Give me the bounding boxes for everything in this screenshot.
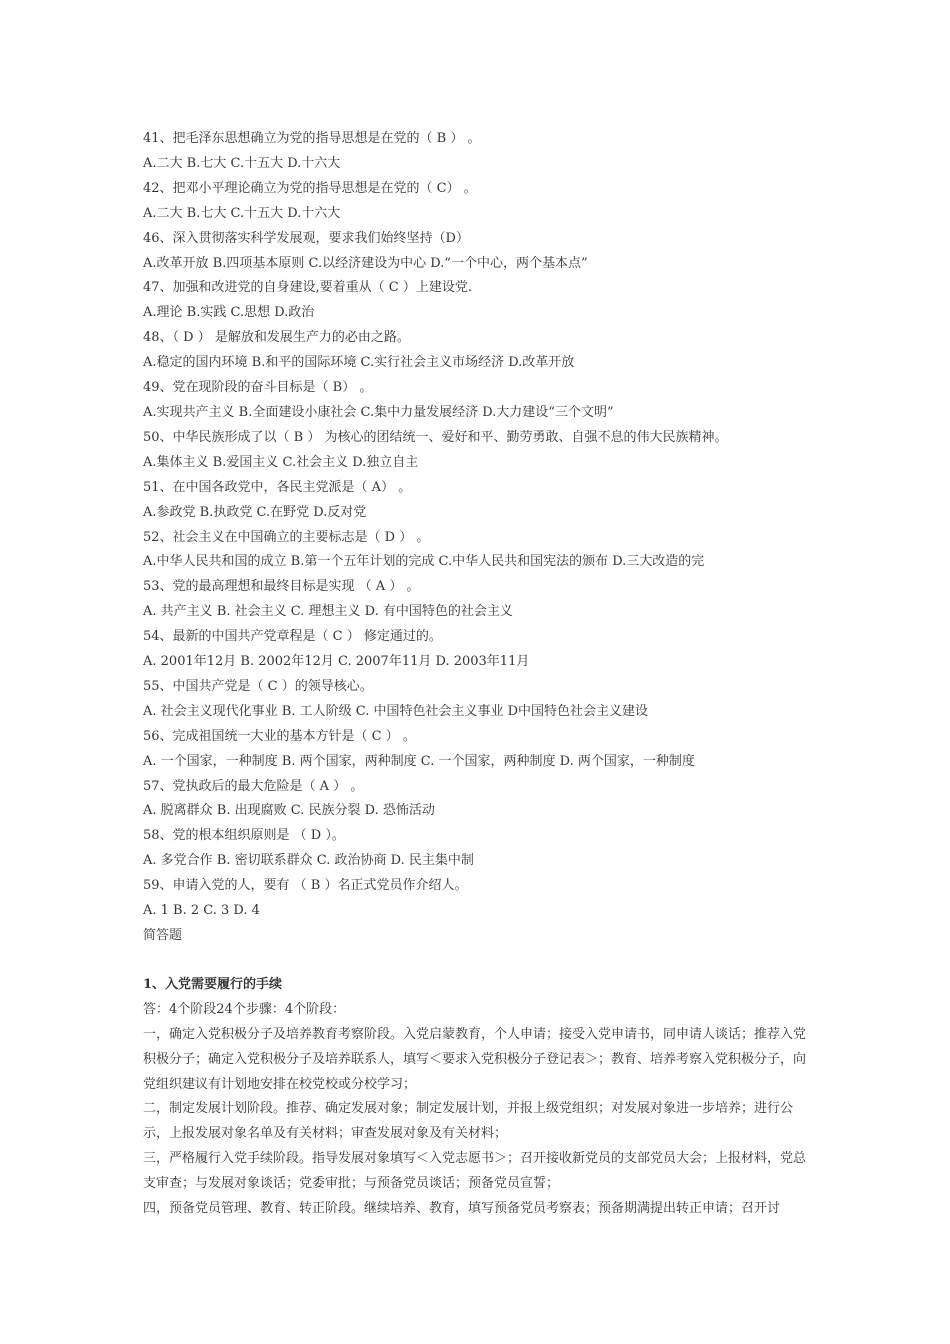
answer-options: A. 脱离群众 B. 出现腐败 C. 民族分裂 D. 恐怖活动: [143, 803, 435, 819]
question-text: 56、完成祖国统一大业的基本方针是（ C ） 。: [143, 728, 416, 744]
question-text: 48、（ D ） 是解放和发展生产力的必由之路。: [143, 330, 410, 346]
question-text: 41、把毛泽东思想确立为党的指导思想是在党的（ B ） 。: [143, 131, 481, 146]
question-text: 49、党在现阶段的奋斗目标是（ B） 。: [143, 380, 373, 396]
question-text: 58、党的根本组织原则是 （ D ）。: [143, 828, 345, 844]
answer-options: A.参政党 B.执政党 C.在野党 D.反对党: [143, 504, 367, 520]
answer-options: A. 一个国家，一种制度 B. 两个国家，两种制度 C. 一个国家，两种制度 D. 两个国家，一种制度: [143, 753, 695, 769]
answer-options: A.中华人民共和国的成立 B.第一个五年计划的完成 C.中华人民共和国宪法的颁布 D.三大改造的完: [143, 554, 705, 570]
question-text: 57、党执政后的最大危险是（ A ） 。: [143, 778, 364, 794]
short-answer-intro: 答：4个阶段24个步骤：4个阶段：: [143, 1001, 346, 1017]
short-answer-paragraph-1: 一，确定入党积极分子及培养教育考察阶段。入党启蒙教育，个人申请；接受入党申请书，同申请人谈话；推荐入党积极分子；确定入党积极分子及培养联系人，填写＜要求入党积极分子登记表＞；教育、培养考察入党积极分子，向党组织建议有计划地安排在校党校或分校学习；: [143, 1026, 807, 1092]
answer-options: A.理论 B.实践 C.思想 D.政治: [143, 305, 315, 321]
answer-options: A.实现共产主义 B.全面建设小康社会 C.集中力量发展经济 D.大力建设“三个文明”: [143, 404, 614, 420]
question-text: 59、申请入党的人，要有 （ B ）名正式党员作介绍人。: [143, 878, 468, 894]
question-text: 42、把邓小平理论确立为党的指导思想是在党的（ C） 。: [143, 180, 477, 196]
short-answer-paragraph-4: 四，预备党员管理、教育、转正阶段。继续培养、教育，填写预备党员考察表；预备期满提出转正申请；召开讨: [143, 1201, 781, 1217]
answer-options: A. 共产主义 B. 社会主义 C. 理想主义 D. 有中国特色的社会主义: [143, 604, 513, 620]
question-text: 46、深入贯彻落实科学发展观，要求我们始终坚持（D）: [143, 230, 469, 246]
question-text: 51、在中国各政党中，各民主党派是（ A） 。: [143, 479, 412, 495]
question-text: 50、中华民族形成了以（ B ） 为核心的团结统一、爱好和平、勤劳勇敢、自强不息的伟大民族精神。: [143, 429, 728, 445]
document-page: [143, 127, 813, 1222]
short-answer-paragraph-3: 三，严格履行入党手续阶段。指导发展对象填写＜入党志愿书＞；召开接收新党员的支部党员大会；上报材料，党总支审查；与发展对象谈话；党委审批；与预备党员谈话；预备党员宣誓；: [143, 1151, 807, 1192]
answer-options: A.集体主义 B.爱国主义 C.社会主义 D.独立自主: [143, 454, 419, 470]
question-text: 55、中国共产党是（ C ）的领导核心。: [143, 678, 373, 694]
section-title: 简答题: [143, 928, 183, 943]
question-list: [143, 127, 813, 924]
answer-options: A.稳定的国内环境 B.和平的国际环境 C.实行社会主义市场经济 D.改革开放: [143, 355, 575, 371]
answer-options: A. 多党合作 B. 密切联系群众 C. 政治协商 D. 民主集中制: [143, 853, 474, 869]
question-text: 47、加强和改进党的自身建设,要着重从（ C ）上建设党.: [143, 280, 473, 296]
question-text: 52、社会主义在中国确立的主要标志是（ D ） 。: [143, 529, 430, 545]
answer-options: A. 社会主义现代化事业 B. 工人阶级 C. 中国特色社会主义事业 D中国特色社会主义建设: [143, 703, 649, 719]
question-text: 54、最新的中国共产党章程是（ C ） 修定通过的。: [143, 629, 442, 645]
question-text: 53、党的最高理想和最终目标是实现 （ A ） 。: [143, 579, 420, 595]
answer-options: A. 1 B. 2 C. 3 D. 4: [143, 903, 260, 919]
answer-options: A.二大 B.七大 C.十五大 D.十六大: [143, 155, 341, 171]
short-answer-heading: 1、入党需要履行的手续: [143, 976, 283, 992]
answer-options: A.二大 B.七大 C.十五大 D.十六大: [143, 205, 341, 221]
short-answer-paragraph-2: 二，制定发展计划阶段。推荐、确定发展对象；制定发展计划，并报上级党组织；对发展对象进一步培养；进行公示，上报发展对象名单及有关材料；审查发展对象及有关材料；: [143, 1101, 794, 1142]
answer-options: A. 2001年12月 B. 2002年12月 C. 2007年11月 D. 2003年11月: [143, 654, 530, 670]
answer-options: A.改革开放 B.四项基本原则 C.以经济建设为中心 D.“一个中心，两个基本点”: [143, 255, 588, 271]
